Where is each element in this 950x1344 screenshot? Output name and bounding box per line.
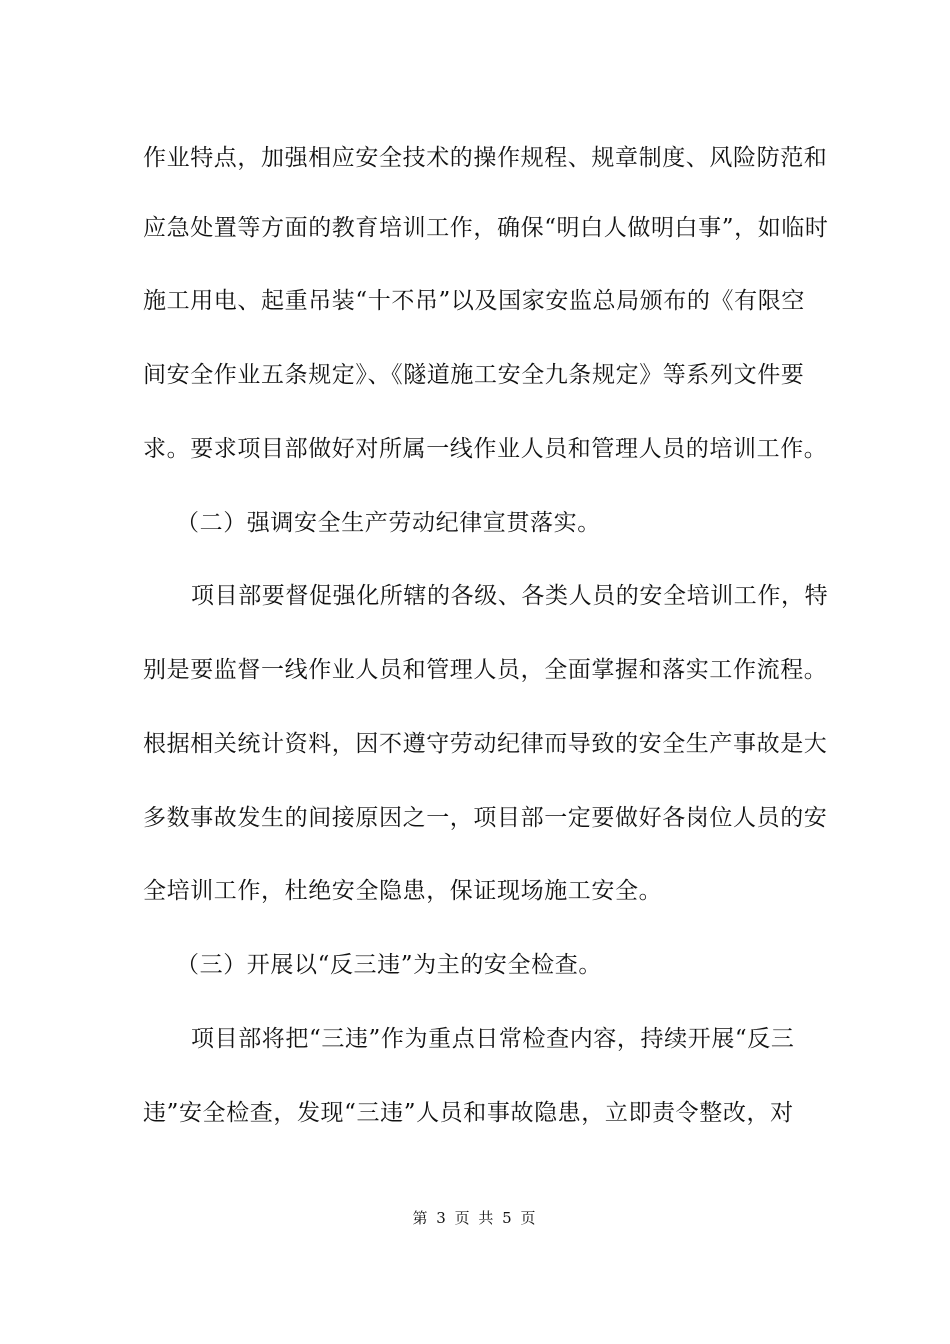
paragraph-line: 作业特点，加强相应安全技术的操作规程、规章制度、风险防范和 xyxy=(143,145,828,171)
section-heading-3: （三）开展以“反三违”为主的安全检查。 xyxy=(176,952,602,978)
paragraph-line: 多数事故发生的间接原因之一，项目部一定要做好各岗位人员的安 xyxy=(143,805,828,831)
paragraph-line: 应急处置等方面的教育培训工作，确保“明白人做明白事”，如临时 xyxy=(143,215,829,241)
paragraph-line: 间安全作业五条规定》、《隧道施工安全九条规定》等系列文件要 xyxy=(143,362,805,388)
paragraph-line: 求。要求项目部做好对所属一线作业人员和管理人员的培训工作。 xyxy=(143,436,828,462)
page-number-footer: 第 3 页 共 5 页 xyxy=(412,1209,538,1227)
paragraph-line: 全培训工作，杜绝安全隐患，保证现场施工安全。 xyxy=(143,878,663,904)
paragraph-line: 项目部将把“三违”作为重点日常检查内容，持续开展“反三 xyxy=(191,1026,795,1052)
paragraph-line: 施工用电、起重吊装“十不吊”以及国家安监总局颁布的《有限空 xyxy=(143,288,805,314)
paragraph-line: 违”安全检查，发现“三违”人员和事故隐患，立即责令整改，对 xyxy=(143,1100,794,1126)
paragraph-line: 根据相关统计资料，因不遵守劳动纪律而导致的安全生产事故是大 xyxy=(143,731,828,757)
paragraph-line: 项目部要督促强化所辖的各级、各类人员的安全培训工作，特 xyxy=(191,583,829,609)
paragraph-line: 别是要监督一线作业人员和管理人员，全面掌握和落实工作流程。 xyxy=(143,657,828,683)
section-heading-2: （二）强调安全生产劳动纪律宣贯落实。 xyxy=(176,510,601,536)
